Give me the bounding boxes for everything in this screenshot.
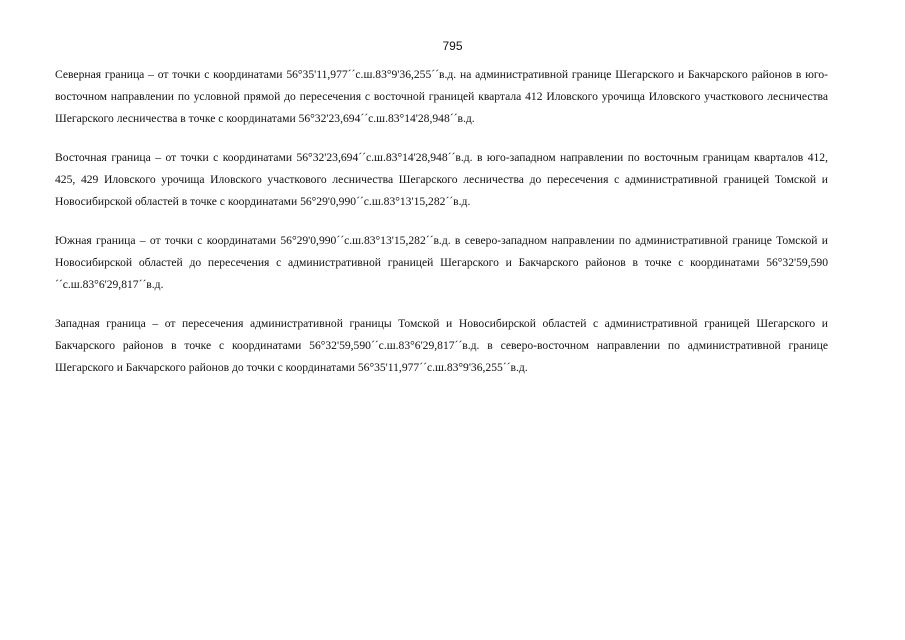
document-body: [55, 64, 828, 396]
paragraph-east-boundary: Восточная граница – от точки с координатами 56°32'23,694´´с.ш.83°14'28,948´´в.д. в юго-западном направлении по восточным границам кварталов 412, 425, 429 Иловского урочища Иловского участкового лесничества Шегарского лесничества до пересечения с административной границей Томской и Новосибирской областей в точке с координатами 56°29'0,990´´с.ш.83°13'15,282´´в.д.: [55, 151, 828, 208]
paragraph-west-boundary: Западная граница – от пересечения административной границы Томской и Новосибирской областей с административной границей Шегарского и Бакчарского районов в точке с координатами 56°32'59,590´´с.ш.83°6'29,817´´в.д. в северо-восточном направлении по административной границе Шегарского и Бакчарского районов до точки с координатами 56°35'11,977´´с.ш.83°9'36,255´´в.д.: [55, 317, 828, 374]
paragraph-north-boundary: Северная граница – от точки с координатами 56°35'11,977´´с.ш.83°9'36,255´´в.д. на административной границе Шегарского и Бакчарского районов в юго-восточном направлении по условной прямой до пересечения с восточной границей квартала 412 Иловского урочища Иловского участкового лесничества Шегарского лесничества в точке с координатами 56°32'23,694´´с.ш.83°14'28,948´´в.д.: [55, 68, 828, 125]
paragraph-south-boundary: Южная граница – от точки с координатами 56°29'0,990´´с.ш.83°13'15,282´´в.д. в северо-западном направлении по административной границе Томской и Новосибирской областей до пересечения с административной границей Шегарского и Бакчарского районов в точке с координатами 56°32'59,590´´с.ш.83°6'29,817´´в.д.: [55, 234, 828, 291]
page-number: 795: [442, 39, 463, 53]
